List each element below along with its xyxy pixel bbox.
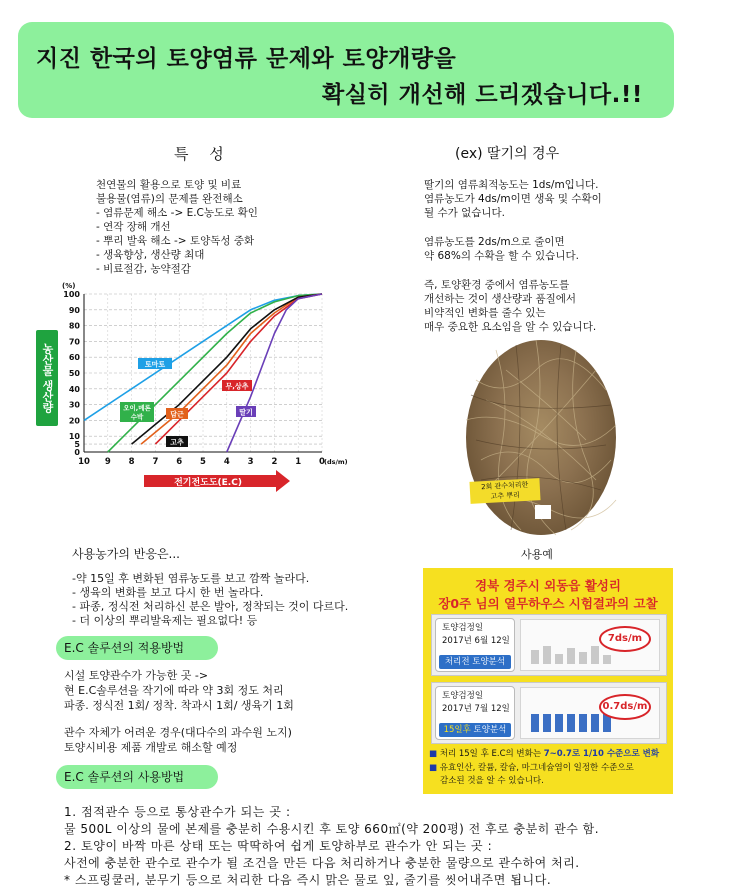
usage-line: 물 500L 이상의 물에 본제를 충분히 수용시킨 후 토양 660㎡(약 200평) 전 후로 충분히 관수 함. <box>64 822 600 836</box>
features-item: - 염류문제 해소 -> E.C농도로 확인 <box>96 207 258 219</box>
photo-tag-line-2: 고추 뿌리 <box>490 491 521 501</box>
x-tick-label: 9 <box>104 457 111 467</box>
test-date-label: 토양검정일 <box>442 691 484 701</box>
features-title: 특 성 <box>174 145 232 163</box>
usage-example-caption: 사용예 <box>521 548 553 561</box>
y-tick-label: 50 <box>68 369 80 378</box>
series-label: 수박 <box>130 413 144 421</box>
analysis-sheet <box>520 687 660 739</box>
ec-value-before: 7ds/m <box>599 626 651 652</box>
y-tick-label: 80 <box>68 321 80 331</box>
reaction-item: - 더 이상의 뿌리발육제는 필요없다! 등 <box>72 614 258 627</box>
y-tick-label: 100 <box>63 290 80 299</box>
analysis-bars <box>531 714 615 736</box>
example-text: 약 68%의 수확을 할 수 있습니다. <box>424 250 579 262</box>
test-note-1: ■ 처리 15일 후 E.C의 변화는 7~0.7로 1/10 수준으로 변화 <box>429 749 660 759</box>
test-panel-before <box>431 614 667 676</box>
features-intro-1: 천연물의 활용으로 토양 및 비료 <box>96 179 242 191</box>
y-tick-label: 0 <box>74 448 80 457</box>
chart-canvas <box>58 278 348 493</box>
usage-line: 사전에 충분한 관수로 관수가 될 조건을 만든 다음 처리하거나 충분한 물량으로 관수하여 처리. <box>64 856 580 870</box>
test-date-card <box>435 618 515 672</box>
example-text: 매우 중요한 요소임을 알 수 있습니다. <box>424 321 597 333</box>
series-label: 토마토 <box>144 360 166 369</box>
method-title: E.C 솔루션의 적용방법 <box>56 636 218 660</box>
test-date-card <box>435 686 515 740</box>
x-tick-label: 3 <box>247 457 254 467</box>
y-tick-label: 40 <box>68 384 80 394</box>
method-line: 시설 토양관수가 가능한 곳 -> <box>64 669 209 682</box>
x-tick-label: 0 <box>319 457 325 467</box>
y-axis-label: 농산물 생산량 <box>41 343 54 413</box>
y-tick-label: 90 <box>68 305 80 315</box>
test-note-1-text: 처리 15일 후 E.C의 변화는 <box>439 749 544 759</box>
usage-line: 1. 점적관수 등으로 통상관수가 되는 곳 : <box>64 805 291 819</box>
features-item: - 생육향상, 생산량 최대 <box>96 249 205 261</box>
method-line: 현 E.C솔루션을 작기에 따라 약 3회 정도 처리 <box>64 684 284 697</box>
series-label: 딸기 <box>239 408 253 417</box>
x-unit-label: (ds/m) <box>324 458 348 466</box>
analysis-badge-highlight: 15일후 <box>443 725 471 735</box>
x-tick-label: 6 <box>176 457 183 467</box>
test-result-heading-1: 경북 경주시 외동읍 활성리 <box>475 578 621 593</box>
test-note-2-text: 유효인산, 칼륨, 칼슘, 마그네슘염이 일정한 수준으로 <box>439 763 634 773</box>
test-note-2: ■ 유효인산, 칼륨, 칼슘, 마그네슘염이 일정한 수준으로 <box>429 763 634 773</box>
example-title: (ex) 딸기의 경우 <box>455 146 560 162</box>
features-item: - 연작 장해 개선 <box>96 221 171 233</box>
series-line <box>155 294 322 444</box>
y-tick-label: 10 <box>68 432 80 442</box>
test-panel-after <box>431 682 667 744</box>
features-intro-2: 불용물(염류)의 문제를 완전해소 <box>96 193 243 205</box>
series-label: 담근 <box>170 410 184 419</box>
y-tick-label: 20 <box>68 416 80 426</box>
y-tick-label: 70 <box>68 337 80 347</box>
usage-line: * 스프링쿨러, 분무기 등으로 처리한 다음 즉시 맑은 물로 잎, 줄기를 씻어내주면 됩니다. <box>64 873 552 887</box>
y-unit-label: (%) <box>62 282 76 290</box>
x-tick-label: 2 <box>271 457 278 467</box>
method-line: 파종. 정식전 1회/ 정착. 착과시 1회/ 생육기 1회 <box>64 699 294 712</box>
usage-title: E.C 솔루션의 사용방법 <box>56 765 218 789</box>
test-note-1-bold: 7~0.7로 1/10 수준으로 변화 <box>543 749 660 759</box>
method-line: 토양시비용 제품 개발로 해소할 예정 <box>64 741 238 754</box>
series-label: 오이,메론 <box>123 404 151 412</box>
y-tick-label: 30 <box>68 400 80 410</box>
x-axis-label: 전기전도도(E.C) <box>174 478 242 488</box>
x-tick-label: 10 <box>78 457 90 467</box>
analysis-badge-text: 토양분석 <box>473 725 507 735</box>
x-tick-label: 7 <box>152 457 159 467</box>
example-text: 비약적인 변화를 줄수 있는 <box>424 307 546 319</box>
banner-line-2: 확실히 개선해 드리겠습니다.!! <box>322 82 643 108</box>
features-item: - 뿌리 발육 해소 -> 토양독성 중화 <box>96 235 255 247</box>
x-tick-label: 5 <box>200 457 206 467</box>
reaction-title: 사용농가의 반응은... <box>72 547 180 561</box>
example-text: 딸기의 염류최적농도는 1ds/m입니다. <box>424 179 599 191</box>
test-date-label: 토양검정일 <box>442 623 484 633</box>
analysis-badge: 처리전 토양분석 <box>439 655 511 669</box>
series-label: 무,상추 <box>225 382 249 391</box>
example-text: 개선하는 것이 생산량과 품질에서 <box>424 293 577 305</box>
ec-value-after: 0.7ds/m <box>599 694 651 720</box>
analysis-badge <box>439 723 511 737</box>
test-result-heading-2: 장0주 님의 열무하우스 시험결과의 고찰 <box>438 596 658 611</box>
method-line: 관수 자체가 어려운 경우(대다수의 과수원 노지) <box>64 726 292 739</box>
photo-tag-line-1: 2회 관수처리한 <box>480 480 529 492</box>
features-item: - 비료절감, 농약절감 <box>96 263 191 275</box>
example-text: 염류농도를 2ds/m으로 줄이면 <box>424 236 565 248</box>
reaction-item: - 생육의 변화를 보고 다시 한 번 놀라다. <box>72 586 264 599</box>
banner-line-1: 지진 한국의 토양염류 문제와 토양개량을 <box>36 46 457 72</box>
test-date: 2017년 6월 12일 <box>442 636 510 646</box>
y-tick-label: 60 <box>68 353 80 363</box>
x-tick-label: 8 <box>128 457 135 467</box>
series-line <box>141 294 322 444</box>
test-note-2b: 감소된 것을 알 수 있습니다. <box>440 776 544 786</box>
y-tick-label: 5 <box>74 440 80 450</box>
x-tick-label: 1 <box>295 457 302 467</box>
reaction-item: - 파종, 정식전 처리하신 분은 발아, 정착되는 것이 다르다. <box>72 600 349 613</box>
usage-line: 2. 토양이 바짝 마른 상태 또는 딱딱하여 쉽게 토양하부로 관수가 안 되는 곳 : <box>64 839 493 853</box>
photo-tag <box>469 478 540 504</box>
reaction-item: -약 15일 후 변화된 염류농도를 보고 깜짝 놀라다. <box>72 572 310 585</box>
test-date: 2017년 7월 12일 <box>442 704 510 714</box>
series-label: 고추 <box>170 438 184 447</box>
analysis-sheet <box>520 619 660 671</box>
example-text: 즉, 토양환경 중에서 염류농도를 <box>424 279 570 291</box>
example-text: 될 수가 없습니다. <box>424 207 506 219</box>
analysis-bars <box>531 646 615 668</box>
photo-white-label <box>535 505 551 519</box>
x-tick-label: 4 <box>223 457 230 467</box>
ec-yield-chart <box>58 278 348 493</box>
example-text: 염류농도가 4ds/m이면 생육 및 수확이 <box>424 193 602 205</box>
